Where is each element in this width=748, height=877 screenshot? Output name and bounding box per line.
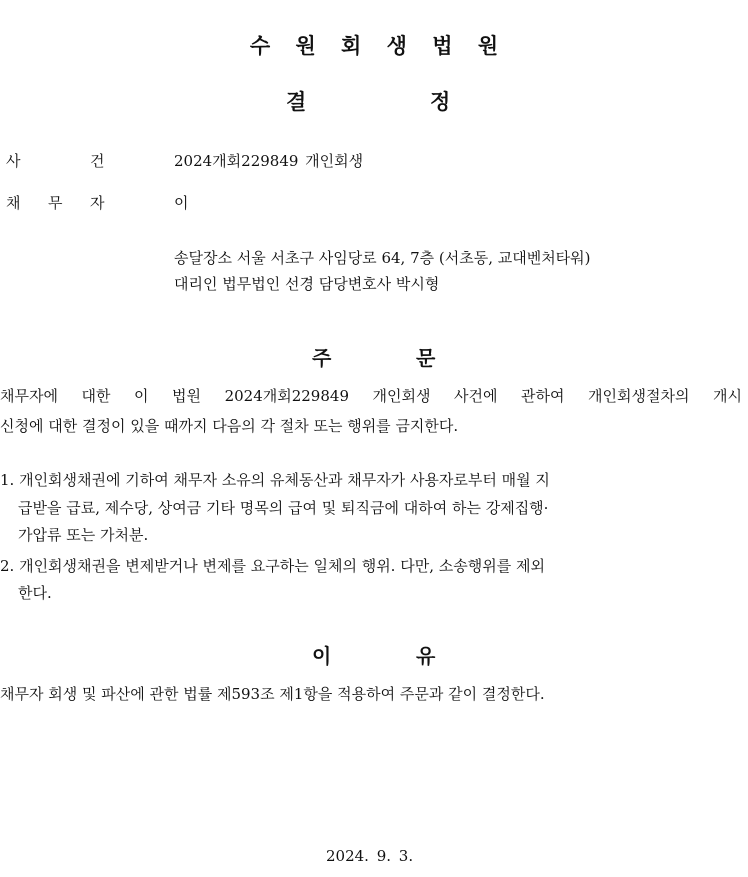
reason-heading-char-2: 유: [416, 644, 436, 668]
order-item-2-line-1: 2. 개인회생채권을 변제받거나 변제를 요구하는 일체의 행위. 다만, 소송행위를 제외: [0, 557, 545, 575]
document-title-char-1: 결: [286, 90, 307, 114]
debtor-name: 이: [174, 194, 189, 212]
order-heading-char-2: 문: [416, 346, 436, 370]
decision-date: 2024. 9. 3.: [326, 847, 414, 865]
order-item-1-line-3: 가압류 또는 가처분.: [18, 526, 149, 544]
reason-text: 채무자 회생 및 파산에 관한 법률 제593조 제1항을 적용하여 주문과 같이 결정한다.: [0, 685, 545, 703]
order-heading-char-1: 주: [312, 346, 332, 370]
order-item-2-line-2: 한다.: [18, 584, 52, 602]
legal-agent: 대리인 법무법인 선경 담당변호사 박시형: [174, 275, 440, 293]
court-name: 수 원 회 생 법 원: [249, 34, 499, 58]
service-address: 송달장소 서울 서초구 사임당로 64, 7층 (서초동, 교대벤처타워): [174, 249, 591, 267]
case-number: 2024개회229849 개인회생: [174, 152, 364, 170]
order-item-1-line-2: 급받을 급료, 제수당, 상여금 기타 명목의 급여 및 퇴직금에 대하여 하는 강제집행·: [18, 499, 549, 517]
order-item-1-line-1: 1. 개인회생채권에 기하여 채무자 소유의 유체동산과 채무자가 사용자로부터 매월 지: [0, 471, 550, 489]
debtor-label-char-1: 채: [6, 194, 21, 212]
debtor-label-char-2: 무: [48, 194, 63, 212]
reason-heading-char-1: 이: [312, 644, 332, 668]
debtor-label-char-3: 자: [90, 194, 105, 212]
order-intro-line-1: 채무자에 대한 이 법원 2024개회229849 개인회생 사건에 관하여 개인회생절차의 개시: [0, 387, 742, 405]
order-intro-line-2: 신청에 대한 결정이 있을 때까지 다음의 각 절차 또는 행위를 금지한다.: [0, 417, 459, 435]
document-title-char-2: 정: [430, 90, 451, 114]
case-label-char-2: 건: [90, 152, 105, 170]
case-label-char-1: 사: [6, 152, 21, 170]
